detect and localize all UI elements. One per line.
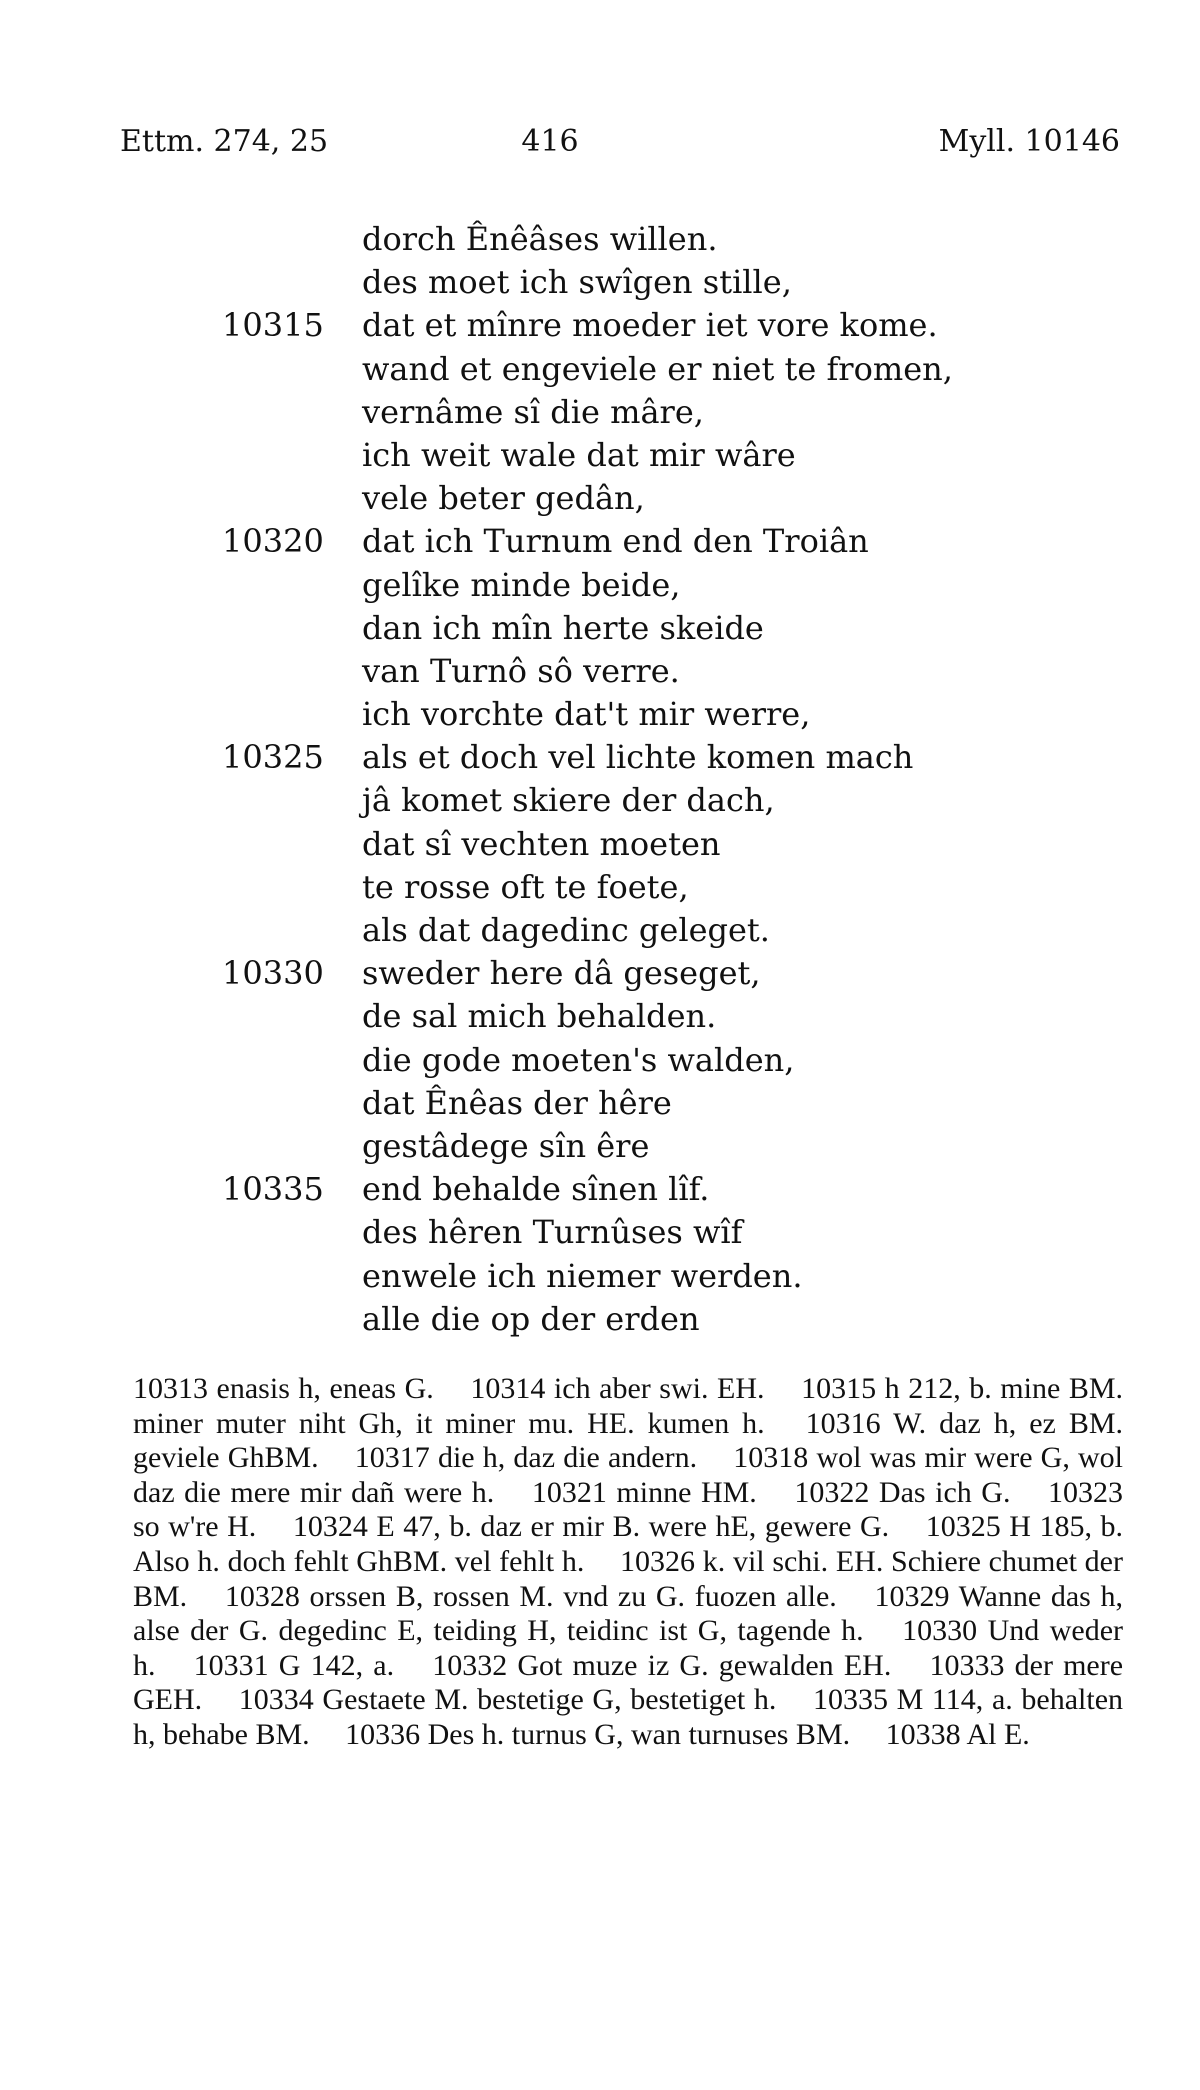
- verse-text: de sal mich behalden.: [362, 997, 717, 1036]
- verse-text: dan ich mîn herte skeide: [362, 608, 764, 647]
- verse-text: dat sî vechten moeten: [362, 824, 721, 863]
- verse-text: ich vorchte dat't mir werre,: [362, 695, 811, 734]
- verse-line: [0, 1211, 1200, 1254]
- verse-line: [0, 1039, 1200, 1082]
- verse-text: des hêren Turnûses wîf: [362, 1213, 743, 1252]
- verse-text: dat ich Turnum end den Troiân: [362, 522, 869, 561]
- verse-line: [0, 1255, 1200, 1298]
- apparatus-note: 10330 Und weder h.: [133, 1614, 1124, 1682]
- running-header: [0, 124, 1200, 164]
- apparatus-note: 10317 die h, daz die andern.: [354, 1441, 698, 1475]
- verse-text: te rosse oft te foete,: [362, 867, 689, 906]
- verse-text: enwele ich niemer werden.: [362, 1256, 803, 1295]
- verse-line: [0, 693, 1200, 736]
- verse-line: [0, 564, 1200, 607]
- apparatus-note: 10334 Gestaete M. bestetige G, bestetiget h.: [238, 1683, 777, 1717]
- verse-text: vele beter gedân,: [362, 479, 645, 518]
- page-number: 416: [521, 124, 579, 159]
- verse-line: [0, 650, 1200, 693]
- verse-text: gelîke minde beide,: [362, 565, 681, 604]
- apparatus-note: 10333 der mere GEH.: [133, 1648, 1124, 1717]
- verse-number: 10315: [222, 306, 324, 345]
- verse-list: [0, 218, 1200, 1341]
- header-left-reference: Ettm. 274, 25: [120, 124, 329, 159]
- verse-line: [0, 779, 1200, 822]
- apparatus-note: 10322 Das ich G.: [794, 1475, 1011, 1509]
- verse-line: [0, 823, 1200, 866]
- verse-text: ich weit wale dat mir wâre: [362, 435, 796, 474]
- verse-text: van Turnô sô verre.: [362, 651, 680, 690]
- apparatus-note: 10315 h 212, b. mine BM. miner muter niht Gh, it miner mu. HE. kumen h.: [133, 1372, 1124, 1440]
- apparatus-note: 10326 k. vil schi. EH. Schiere chumet der BM.: [133, 1544, 1123, 1613]
- verse-line: [0, 1298, 1200, 1341]
- verse-line: [0, 995, 1200, 1038]
- verse-line: [0, 866, 1200, 909]
- verse-text: dorch Ênêâses willen.: [362, 220, 718, 258]
- apparatus-note: 10321 minne HM.: [531, 1475, 757, 1509]
- critical-apparatus: [133, 1372, 1123, 1753]
- apparatus-note: 10331 G 142, a.: [193, 1648, 395, 1682]
- verse-text: vernâme sî die mâre,: [362, 392, 704, 431]
- verse-line: [0, 261, 1200, 304]
- verse-text: des moet ich swîgen stille,: [362, 263, 792, 302]
- verse-line: [0, 218, 1200, 261]
- verse-line: [0, 391, 1200, 434]
- verse-line: [0, 477, 1200, 520]
- verse-text: dat et mînre moeder iet vore kome.: [362, 306, 938, 345]
- verse-line: [0, 348, 1200, 391]
- apparatus-note: 10318 wol was mir were G, wol daz die mere mir dañ were h.: [133, 1441, 1123, 1509]
- verse-text: dat Ênêas der hêre: [362, 1083, 672, 1122]
- verse-line: [0, 1168, 1200, 1211]
- apparatus-note: 10325 H 185, b. Also h. doch fehlt GhBM. vel fehlt h.: [133, 1510, 1124, 1578]
- verse-text: gestâdege sîn êre: [362, 1126, 650, 1165]
- apparatus-note: 10323 so w're H.: [133, 1475, 1124, 1544]
- apparatus-note: 10336 Des h. turnus G, wan turnuses BM.: [345, 1717, 851, 1751]
- verse-text: alle die op der erden: [362, 1299, 700, 1338]
- verse-line: [0, 1125, 1200, 1168]
- apparatus-note: 10313 enasis h, eneas G.: [133, 1372, 434, 1405]
- verse-number: 10330: [222, 954, 324, 993]
- verse-text: die gode moeten's walden,: [362, 1040, 795, 1079]
- apparatus-note: 10332 Got muze iz G. gewalden EH.: [432, 1648, 892, 1682]
- verse-line: [0, 909, 1200, 952]
- apparatus-note: 10328 orssen B, rossen M. vnd zu G. fuozen alle.: [224, 1579, 837, 1613]
- verse-line: [0, 434, 1200, 477]
- verse-line: [0, 607, 1200, 650]
- verse-line: [0, 736, 1200, 779]
- verse-text: als dat dagedinc geleget.: [362, 911, 770, 949]
- verse-line: [0, 304, 1200, 347]
- apparatus-note: 10314 ich aber swi. EH.: [470, 1372, 765, 1405]
- verse-number: 10320: [222, 522, 324, 561]
- verse-text: wand et engeviele er niet te fromen,: [362, 349, 953, 388]
- verse-line: [0, 1082, 1200, 1125]
- verse-text: als et doch vel lichte komen mach: [362, 738, 914, 777]
- verse-text: sweder here dâ geseget,: [362, 954, 761, 993]
- verse-line: [0, 520, 1200, 563]
- verse-text: end behalde sînen lîf.: [362, 1170, 710, 1209]
- verse-text: jâ komet skiere der dach,: [362, 781, 775, 820]
- verse-number: 10325: [222, 738, 324, 777]
- apparatus-note: 10316 W. daz h, ez BM. geviele GhBM.: [133, 1406, 1124, 1475]
- apparatus-note: 10324 E 47, b. daz er mir B. were hE, gewere G.: [292, 1510, 890, 1544]
- apparatus-note: 10329 Wanne das h, alse der G. degedinc E, teiding H, teidinc ist G, tagende h.: [133, 1579, 1123, 1648]
- apparatus-note: 10338 Al E.: [885, 1717, 1030, 1751]
- verse-line: [0, 952, 1200, 995]
- apparatus-note: 10335 M 114, a. behalten h, behabe BM.: [133, 1683, 1124, 1751]
- header-right-reference: Myll. 10146: [938, 124, 1120, 159]
- verse-number: 10335: [222, 1170, 324, 1209]
